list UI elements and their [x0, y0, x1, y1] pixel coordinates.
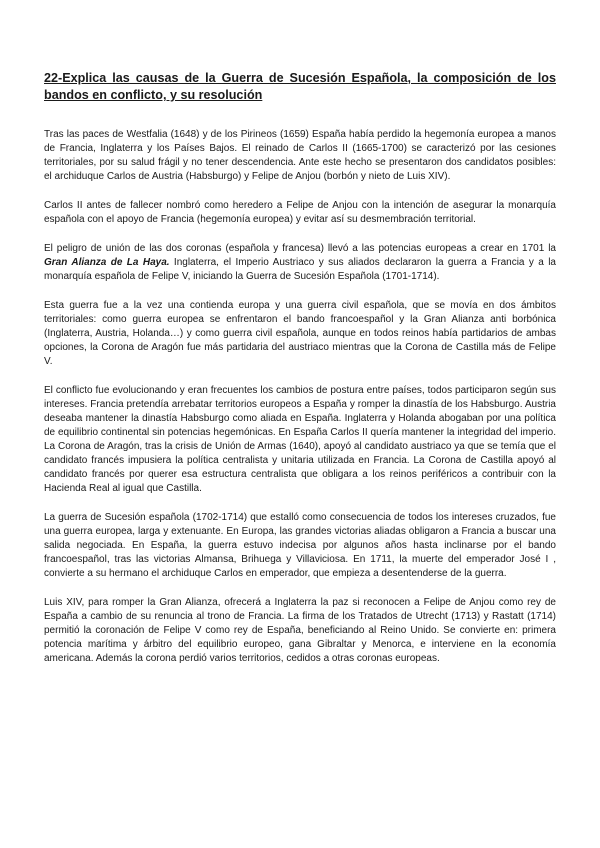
document-title: 22-Explica las causas de la Guerra de Sucesión Española, la composición de los bandos en conflicto, y su resolución: [44, 71, 556, 102]
paragraph-3-after: Inglaterra, el Imperio Austriaco y sus aliados declararon la guerra a Francia y a la monarquía española de Felipe V, iniciando la Guerra de Sucesión Española (1701-1714).: [44, 257, 556, 282]
paragraph-5: El conflicto fue evolucionando y eran frecuentes los cambios de postura entre países, todos participaron según sus intereses. Francia pretendía arrebatar territorios europeos a España y romper la dinastía de los Habsburgo. Austria deseaba mantener la dinastía Habsburgo como aliada en España. Inglaterra y Holanda abogaban por una política de equilibrio continental sin potencias hegemónicas. En España Carlos II quería mantener la integridad del imperio. La Corona de Aragón, tras la crisis de Unión de Armas (1640), apoyó al candidato austriaco ya que se temía que el candidato francés impusiera la política centralista y unitaria utilizada en Francia. La Corona de Castilla apoyó al candidato francés por querer esa estructura centralista que obligara a los reinos periféricos a contribuir con la Hacienda Real al igual que Castilla.: [44, 385, 556, 494]
paragraph-4: Esta guerra fue a la vez una contienda europa y una guerra civil española, que se movía en dos ámbitos territoriales: como guerra europea se enfrentaron el bando francoespañol y la Gran Alianza anti borbónica (Inglaterra, Austria, Holanda…) y como guerra civil española, aunque en todos reinos había partidarios de ambas opciones, la Corona de Aragón fue más partidaria del austriaco mientras que la Corona de Castilla más de Felipe V.: [44, 300, 556, 367]
paragraph-2: Carlos II antes de fallecer nombró como heredero a Felipe de Anjou con la intención de asegurar la monarquía española con el apoyo de Francia (hegemonía europea) y evitar así su desmembración territorial.: [44, 200, 556, 225]
gran-alianza-emphasis: Gran Alianza de La Haya.: [44, 257, 170, 268]
paragraph-3-before: El peligro de unión de las dos coronas (española y francesa) llevó a las potencias europeas a crear en 1701 la: [44, 243, 556, 254]
paragraph-1: Tras las paces de Westfalia (1648) y de los Pirineos (1659) España había perdido la hegemonía europea a manos de Francia, Inglaterra y los Países Bajos. El reinado de Carlos II (1665-1700) se caracterizó por las cesiones territoriales, por su salud frágil y no tener descendencia. Ante este hecho se presentaron dos candidatos posibles: el archiduque Carlos de Austria (Habsburgo) y Felipe de Anjou (borbón y nieto de Luis XIV).: [44, 129, 556, 182]
paragraph-6: La guerra de Sucesión española (1702-1714) que estalló como consecuencia de todos los intereses cruzados, fue una guerra europea, larga y extenuante. En Europa, las grandes victorias aliadas obligaron a Francia a buscar una salida negociada. En España, la guerra estuvo indecisa por algunos años hasta inclinarse por el bando francoespañol, tras las victorias Almansa, Brihuega y Villaviciosa. En 1711, la muerte del emperador José I , convierte a su hermano el archiduque Carlos en emperador, que empieza a desentenderse de la guerra.: [44, 512, 556, 579]
paragraph-7: Luis XIV, para romper la Gran Alianza, ofrecerá a Inglaterra la paz si reconocen a Felipe de Anjou como rey de España a cambio de su renuncia al trono de Francia. La firma de los Tratados de Utrecht (1713) y Rastatt (1714) permitió la coronación de Felipe V como rey de España, beneficiando al Reino Unido. Se convierte en: primera potencia marítima y árbitro del equilibrio europeo, gana Gibraltar y Menorca, e interviene en la economía americana. Además la corona perdió varios territorios, cedidos a otras coronas europeas.: [44, 597, 556, 664]
paragraph-3: [44, 242, 556, 284]
